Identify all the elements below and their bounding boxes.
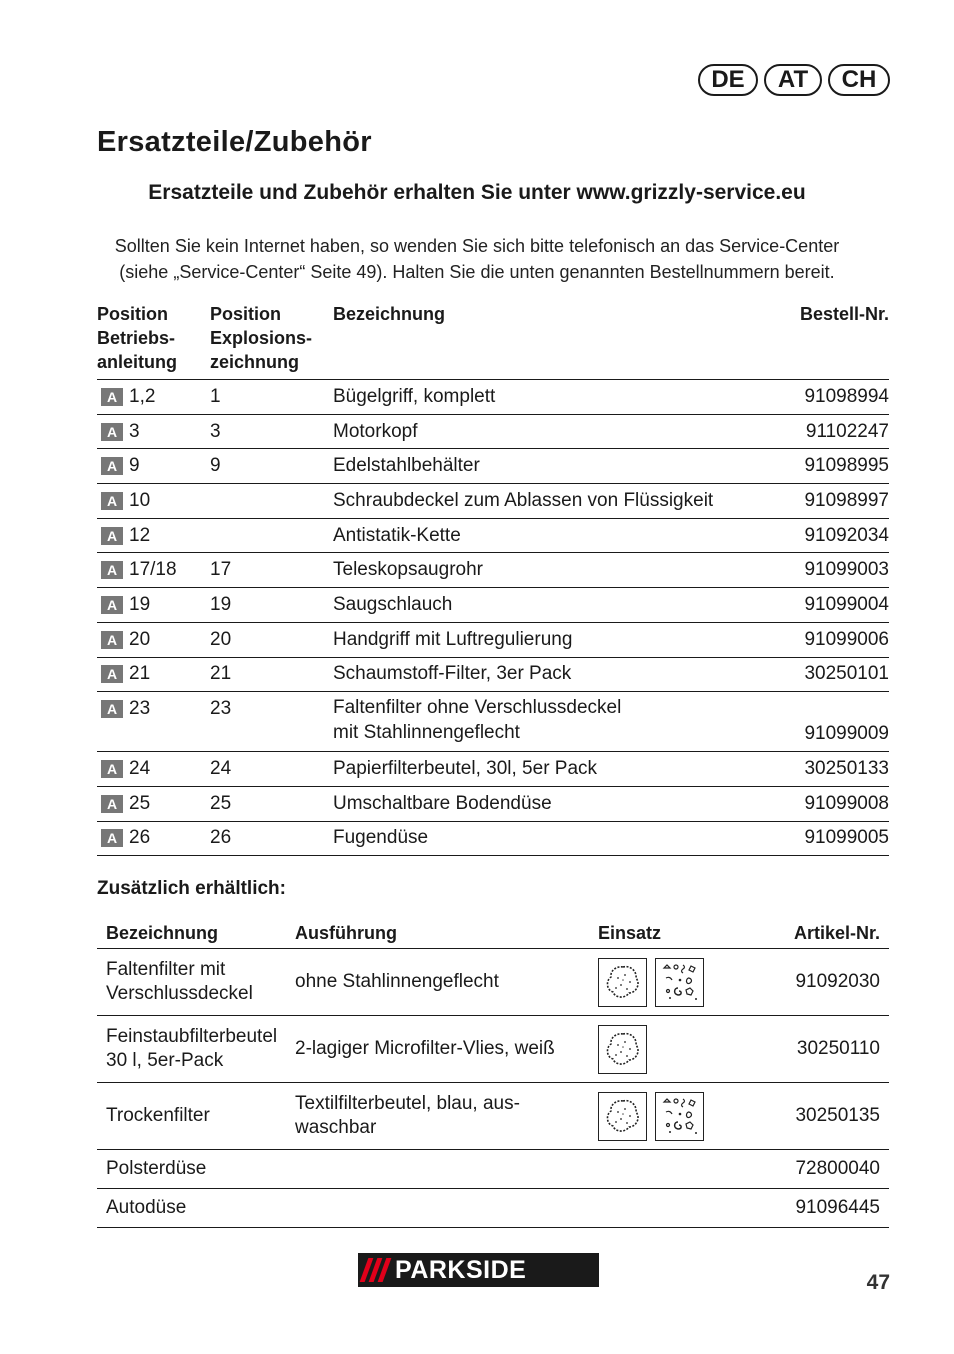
pos-drawing-cell: 26 bbox=[210, 827, 232, 849]
description-cell bbox=[333, 695, 729, 745]
pos-manual-value: 10 bbox=[129, 489, 151, 511]
table-row bbox=[97, 1083, 889, 1150]
order-no-cell: 91098994 bbox=[804, 385, 889, 407]
header-description: Bezeichnung bbox=[106, 922, 219, 943]
description-cell: Schraubdeckel zum Ablassen von Flüssigkeit bbox=[333, 489, 714, 511]
version-line: 2-lagiger Microfilter-Vlies, weiß bbox=[295, 1038, 555, 1059]
version-cell bbox=[295, 970, 598, 994]
pos-drawing-cell: 3 bbox=[210, 420, 221, 442]
pos-manual-value: 3 bbox=[129, 420, 140, 442]
description-cell: Edelstahlbehälter bbox=[333, 455, 480, 477]
description-cell bbox=[97, 1157, 295, 1181]
parkside-logo bbox=[358, 1253, 599, 1287]
description-cell: Schaumstoff-Filter, 3er Pack bbox=[333, 663, 572, 685]
pos-manual-value: 23 bbox=[129, 698, 151, 720]
table-row bbox=[97, 380, 889, 415]
description-cell: Fugendüse bbox=[333, 827, 429, 849]
pos-manual-value: 21 bbox=[129, 663, 151, 685]
pos-drawing-cell: 9 bbox=[210, 455, 221, 477]
accessories-rows bbox=[97, 949, 889, 1228]
pos-manual-cell bbox=[97, 793, 210, 815]
pos-manual-value: 25 bbox=[129, 792, 151, 814]
order-no-cell: 91099009 bbox=[804, 723, 889, 745]
table-row bbox=[97, 449, 889, 484]
debris-icon bbox=[655, 958, 704, 1007]
table-row bbox=[97, 588, 889, 623]
logo-slashes-icon bbox=[364, 1258, 387, 1282]
variant-tag: A bbox=[101, 423, 123, 441]
lang-badge-at: AT bbox=[764, 64, 822, 96]
pos-drawing-cell: 25 bbox=[210, 792, 232, 814]
description-cell bbox=[97, 1196, 295, 1220]
use-icons bbox=[598, 958, 748, 1007]
description-cell: Papierfilterbeutel, 30l, 5er Pack bbox=[333, 758, 598, 780]
intro-text bbox=[80, 233, 874, 285]
pos-manual-value: 17/18 bbox=[129, 559, 177, 581]
dust-icon bbox=[598, 1025, 647, 1074]
pos-manual-value: 24 bbox=[129, 758, 151, 780]
accessories-table-header bbox=[97, 918, 889, 949]
variant-tag: A bbox=[101, 700, 123, 718]
pos-manual-cell bbox=[97, 490, 210, 512]
extra-section-title: Zusätzlich erhältlich: bbox=[97, 878, 286, 899]
version-line: Textilfilterbeutel, blau, aus- bbox=[295, 1093, 520, 1114]
version-line: waschbar bbox=[295, 1117, 377, 1138]
intro-line: Sollten Sie kein Internet haben, so wenden Sie sich bitte telefonisch an das Service-Center bbox=[114, 236, 840, 256]
table-row bbox=[97, 623, 889, 658]
pos-manual-cell bbox=[97, 692, 210, 720]
pos-manual-cell bbox=[97, 827, 210, 849]
subtitle: Ersatzteile und Zubehör erhalten Sie unter www.grizzly-service.eu bbox=[148, 181, 806, 204]
pos-drawing-cell: 21 bbox=[210, 663, 232, 685]
article-no-cell: 30250110 bbox=[796, 1038, 880, 1059]
header-article-no: Artikel-Nr. bbox=[793, 922, 880, 943]
use-cell bbox=[598, 1025, 748, 1074]
page-title: Ersatzteile/Zubehör bbox=[97, 126, 372, 158]
header-pos-drawing: Position Explosions- zeichnung bbox=[210, 304, 313, 372]
header-version: Ausführung bbox=[295, 922, 397, 943]
pos-manual-value: 19 bbox=[129, 593, 151, 615]
table-row bbox=[97, 658, 889, 693]
pos-manual-cell bbox=[97, 663, 210, 685]
pos-manual-value: 20 bbox=[129, 628, 151, 650]
pos-manual-cell bbox=[97, 559, 210, 581]
table-row bbox=[97, 1016, 889, 1083]
dust-icon bbox=[598, 958, 647, 1007]
pos-manual-value: 12 bbox=[129, 524, 151, 546]
pos-manual-value: 1,2 bbox=[129, 385, 156, 407]
pos-manual-cell bbox=[97, 629, 210, 651]
pos-manual-cell bbox=[97, 594, 210, 616]
variant-tag: A bbox=[101, 829, 123, 847]
description-line: Faltenfilter ohne Verschlussdeckel bbox=[333, 697, 622, 719]
variant-tag: A bbox=[101, 596, 123, 614]
pos-drawing-cell: 1 bbox=[210, 385, 221, 407]
description-line: Faltenfilter mit bbox=[106, 959, 226, 980]
order-no-cell: 91098997 bbox=[804, 489, 889, 511]
table-row bbox=[97, 822, 889, 857]
pos-drawing-cell: 20 bbox=[210, 628, 232, 650]
article-no-cell: 91096445 bbox=[795, 1197, 880, 1218]
description-lines bbox=[333, 695, 729, 745]
order-no-cell: 30250133 bbox=[804, 758, 889, 780]
pos-drawing-cell: 17 bbox=[210, 559, 232, 581]
table-row bbox=[97, 787, 889, 822]
description-line: Verschlussdeckel bbox=[106, 983, 253, 1004]
pos-manual-cell bbox=[97, 455, 210, 477]
article-no-cell: 30250135 bbox=[795, 1105, 880, 1126]
description-line: 30 l, 5er-Pack bbox=[106, 1050, 224, 1071]
parts-rows bbox=[97, 380, 889, 856]
variant-tag: A bbox=[101, 795, 123, 813]
dust-icon bbox=[598, 1092, 647, 1141]
order-no-cell: 91098995 bbox=[804, 455, 889, 477]
intro-line: (siehe „Service-Center“ Seite 49). Halten Sie die unten genannten Bestellnummern bereit. bbox=[119, 262, 835, 282]
order-no-cell: 30250101 bbox=[804, 663, 889, 685]
description-cell: Umschaltbare Bodendüse bbox=[333, 792, 552, 814]
pos-manual-cell bbox=[97, 421, 210, 443]
lang-badge-de: DE bbox=[698, 64, 758, 96]
version-cell bbox=[295, 1092, 598, 1140]
description-line: Autodüse bbox=[106, 1197, 187, 1218]
pos-manual-cell bbox=[97, 386, 210, 408]
pos-manual-value: 26 bbox=[129, 827, 151, 849]
page-number: 47 bbox=[866, 1271, 890, 1294]
table-row bbox=[97, 415, 889, 450]
order-no-cell: 91102247 bbox=[805, 420, 889, 442]
accessories-table bbox=[97, 918, 889, 1228]
parts-table bbox=[97, 302, 889, 856]
brand-name: PARKSIDE bbox=[395, 1255, 527, 1284]
pos-drawing-cell: 24 bbox=[210, 758, 232, 780]
description-cell: Handgriff mit Luftregulierung bbox=[333, 628, 573, 650]
pos-manual-cell bbox=[97, 758, 210, 780]
variant-tag: A bbox=[101, 527, 123, 545]
description-line: Polsterdüse bbox=[106, 1158, 207, 1179]
pos-manual-cell bbox=[97, 525, 210, 547]
debris-icon bbox=[655, 1092, 704, 1141]
table-row bbox=[97, 553, 889, 588]
header-use: Einsatz bbox=[598, 922, 662, 943]
order-no-cell: 91099004 bbox=[804, 593, 889, 615]
variant-tag: A bbox=[101, 388, 123, 406]
variant-tag: A bbox=[101, 457, 123, 475]
header-pos-manual: Position Betriebs- anleitung bbox=[97, 304, 177, 372]
variant-tag: A bbox=[101, 760, 123, 778]
variant-tag: A bbox=[101, 665, 123, 683]
description-cell bbox=[97, 1025, 295, 1073]
variant-tag: A bbox=[101, 631, 123, 649]
description-cell bbox=[97, 1104, 295, 1128]
description-line: mit Stahlinnengeflecht bbox=[333, 722, 520, 744]
use-icons bbox=[598, 1092, 748, 1141]
header-order-no: Bestell-Nr. bbox=[799, 304, 889, 324]
order-no-cell: 91099008 bbox=[804, 792, 889, 814]
parts-table-header bbox=[97, 302, 889, 380]
pos-manual-value: 9 bbox=[129, 455, 140, 477]
order-no-cell: 91099003 bbox=[804, 559, 889, 581]
description-cell bbox=[97, 958, 295, 1006]
article-no-cell: 72800040 bbox=[795, 1158, 880, 1179]
header-description: Bezeichnung bbox=[333, 304, 446, 324]
table-row bbox=[97, 692, 889, 752]
table-row bbox=[97, 949, 889, 1016]
use-icons bbox=[598, 1025, 748, 1074]
table-row bbox=[97, 519, 889, 554]
description-cell: Motorkopf bbox=[333, 420, 418, 442]
language-badges bbox=[698, 64, 890, 96]
article-no-cell: 91092030 bbox=[795, 971, 880, 992]
table-row bbox=[97, 752, 889, 787]
order-no-cell: 91099005 bbox=[804, 827, 889, 849]
version-line: ohne Stahlinnengeflecht bbox=[295, 971, 499, 992]
pos-drawing-cell: 19 bbox=[210, 593, 232, 615]
description-cell: Teleskopsaugrohr bbox=[333, 559, 483, 581]
table-row bbox=[97, 1189, 889, 1228]
use-cell bbox=[598, 958, 748, 1007]
table-row bbox=[97, 1150, 889, 1189]
variant-tag: A bbox=[101, 561, 123, 579]
description-cell: Bügelgriff, komplett bbox=[333, 385, 496, 407]
variant-tag: A bbox=[101, 492, 123, 510]
description-line: Trockenfilter bbox=[106, 1105, 210, 1126]
lang-badge-ch: CH bbox=[828, 64, 890, 96]
description-cell: Saugschlauch bbox=[333, 593, 453, 615]
order-no-cell: 91099006 bbox=[804, 628, 889, 650]
order-no-cell: 91092034 bbox=[804, 524, 889, 546]
description-line: Feinstaubfilterbeutel bbox=[106, 1026, 278, 1047]
use-cell bbox=[598, 1092, 748, 1141]
table-row bbox=[97, 484, 889, 519]
version-cell bbox=[295, 1037, 598, 1061]
description-cell: Antistatik-Kette bbox=[333, 524, 461, 546]
pos-drawing-cell: 23 bbox=[210, 698, 232, 720]
